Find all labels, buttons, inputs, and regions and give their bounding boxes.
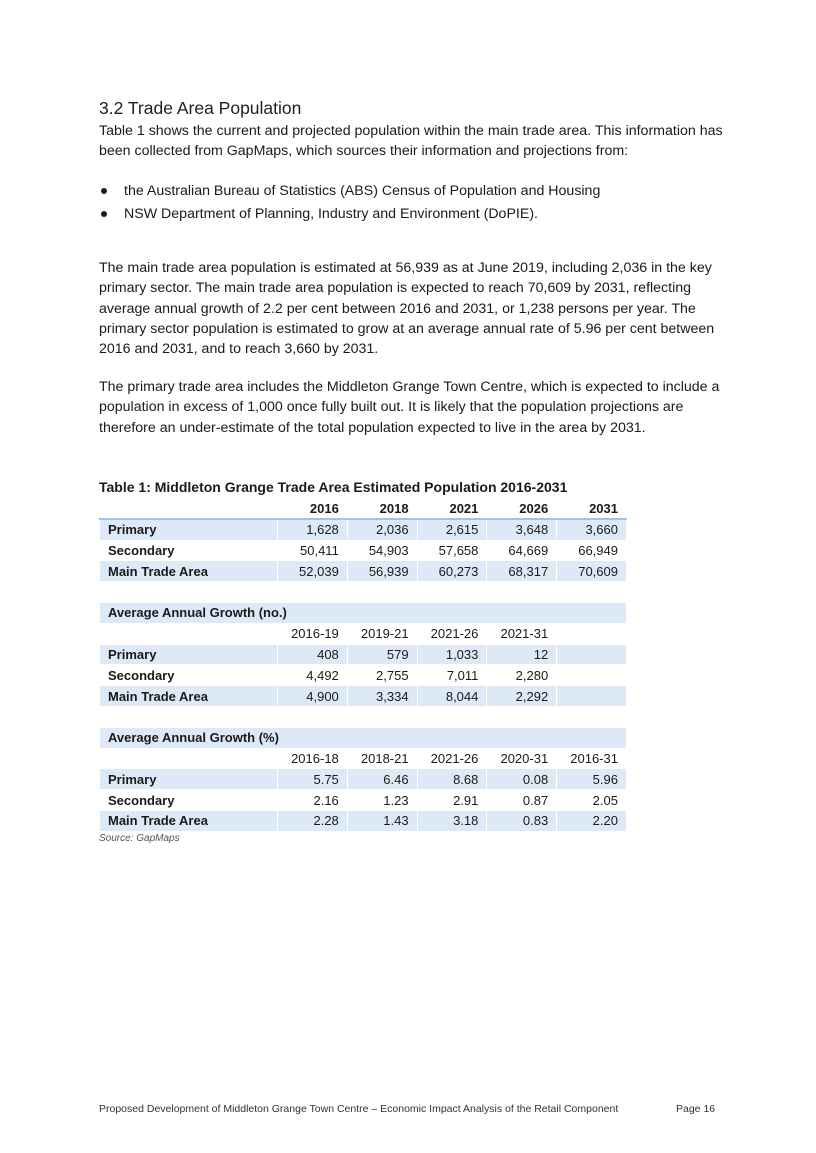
table-cell: [557, 644, 627, 665]
table-row: [100, 665, 627, 686]
section-title: Average Annual Growth (no.): [100, 602, 627, 623]
table-cell: 2,615: [417, 519, 487, 540]
table-cell: 0.87: [487, 790, 557, 811]
row-label: Main Trade Area: [100, 561, 278, 582]
period-header-row: [100, 748, 627, 769]
table-cell: 70,609: [557, 561, 627, 582]
column-header: 2021: [417, 499, 487, 520]
row-label: Primary: [100, 769, 278, 790]
table-cell: 68,317: [487, 561, 557, 582]
table-cell: 2,292: [487, 686, 557, 707]
table-cell: 6.46: [347, 769, 417, 790]
table-cell: 66,949: [557, 540, 627, 561]
table-cell: 3.18: [417, 810, 487, 831]
table-cell: 2.91: [417, 790, 487, 811]
table-cell: 3,648: [487, 519, 557, 540]
table-cell: 5.96: [557, 769, 627, 790]
table-row: [100, 790, 627, 811]
table-cell: 4,900: [278, 686, 348, 707]
row-label: Secondary: [100, 790, 278, 811]
spacer-row: [100, 706, 627, 727]
table-cell: 1.23: [347, 790, 417, 811]
row-label: Primary: [100, 644, 278, 665]
column-header: 2016: [278, 499, 348, 520]
footer-title: Proposed Development of Middleton Grange Town Centre – Economic Impact Analysis of the Retail Component: [99, 1103, 619, 1115]
section-heading: 3.2 Trade Area Population: [99, 98, 302, 118]
table-row: [100, 540, 627, 561]
section-title-row: [100, 602, 627, 623]
section-title: Average Annual Growth (%): [100, 727, 627, 748]
paragraph-town-centre: The primary trade area includes the Middleton Grange Town Centre, which is expected to include a population in excess of 1,000 once fully built out. It is likely that the population projections are therefore an under-estimate of the total population expected to live in the area by 2031.: [99, 379, 720, 436]
list-item: NSW Department of Planning, Industry and Environment (DoPIE).: [99, 204, 719, 227]
list-item: the Australian Bureau of Statistics (ABS) Census of Population and Housing: [99, 181, 719, 204]
table-cell: 50,411: [278, 540, 348, 561]
table-caption: Table 1: Middleton Grange Trade Area Estimated Population 2016-2031: [99, 479, 568, 495]
table-cell: 52,039: [278, 561, 348, 582]
table-cell: 1,033: [417, 644, 487, 665]
table-cell: 8,044: [417, 686, 487, 707]
table-cell: 1,628: [278, 519, 348, 540]
period-label: 2021-26: [417, 623, 487, 644]
table-cell: 3,660: [557, 519, 627, 540]
table-cell: 5.75: [278, 769, 348, 790]
row-label: Secondary: [100, 540, 278, 561]
row-label: Primary: [100, 519, 278, 540]
table-cell: 579: [347, 644, 417, 665]
period-label: 2021-26: [417, 748, 487, 769]
period-label: 2016-18: [278, 748, 348, 769]
table-cell: 408: [278, 644, 348, 665]
row-label: Secondary: [100, 665, 278, 686]
period-header-row: [100, 623, 627, 644]
table-cell: 64,669: [487, 540, 557, 561]
period-label: 2019-21: [347, 623, 417, 644]
bullet-icon: [101, 211, 107, 217]
table-cell: 0.83: [487, 810, 557, 831]
table-row: [100, 561, 627, 582]
table-row: [100, 686, 627, 707]
population-table: [99, 498, 627, 832]
table-cell: 2,755: [347, 665, 417, 686]
section-title-row: [100, 727, 627, 748]
table-cell: 1.43: [347, 810, 417, 831]
page-number: Page 16: [676, 1103, 716, 1115]
bullet-icon: [101, 188, 107, 194]
row-label: Main Trade Area: [100, 686, 278, 707]
period-label: 2016-31: [557, 748, 627, 769]
table-cell: 56,939: [347, 561, 417, 582]
table-cell: 2.05: [557, 790, 627, 811]
row-label: Main Trade Area: [100, 810, 278, 831]
column-header: 2026: [487, 499, 557, 520]
table-cell: [557, 665, 627, 686]
table-cell: 7,011: [417, 665, 487, 686]
table-cell: 2.28: [278, 810, 348, 831]
table-row: [100, 769, 627, 790]
table-row: [100, 519, 627, 540]
table-cell: 2.20: [557, 810, 627, 831]
column-header: 2018: [347, 499, 417, 520]
table-cell: 57,658: [417, 540, 487, 561]
table-cell: 60,273: [417, 561, 487, 582]
table-row: [100, 810, 627, 831]
table-cell: 54,903: [347, 540, 417, 561]
period-label: 2021-31: [487, 623, 557, 644]
table-cell: 4,492: [278, 665, 348, 686]
period-label: 2016-19: [278, 623, 348, 644]
table-cell: 3,334: [347, 686, 417, 707]
table-cell: 12: [487, 644, 557, 665]
source-list: [99, 181, 719, 227]
table-cell: [557, 686, 627, 707]
table-cell: 8.68: [417, 769, 487, 790]
table-row: [100, 644, 627, 665]
table-cell: 0.08: [487, 769, 557, 790]
period-label: 2018-21: [347, 748, 417, 769]
table-header-row: [100, 499, 627, 520]
column-header: 2031: [557, 499, 627, 520]
table-cell: 2.16: [278, 790, 348, 811]
period-label: 2020-31: [487, 748, 557, 769]
spacer-row: [100, 582, 627, 603]
table-source: Source: GapMaps: [99, 833, 180, 844]
period-label: [557, 623, 627, 644]
paragraph-intro: Table 1 shows the current and projected population within the main trade area. This information has been collected from GapMaps, which sources their information and projections from:: [99, 123, 723, 160]
table-cell: 2,280: [487, 665, 557, 686]
paragraph-population-estimate: The main trade area population is estimated at 56,939 as at June 2019, including 2,036 in the key primary sector. The main trade area population is expected to reach 70,609 by 2031, reflecting average annual growth of 2.2 per cent between 2016 and 2031, or 1,238 persons per year. The primary sector population is estimated to grow at an average annual rate of 5.96 per cent between 2016 and 2031, and to reach 3,660 by 2031.: [99, 260, 715, 358]
table-cell: 2,036: [347, 519, 417, 540]
